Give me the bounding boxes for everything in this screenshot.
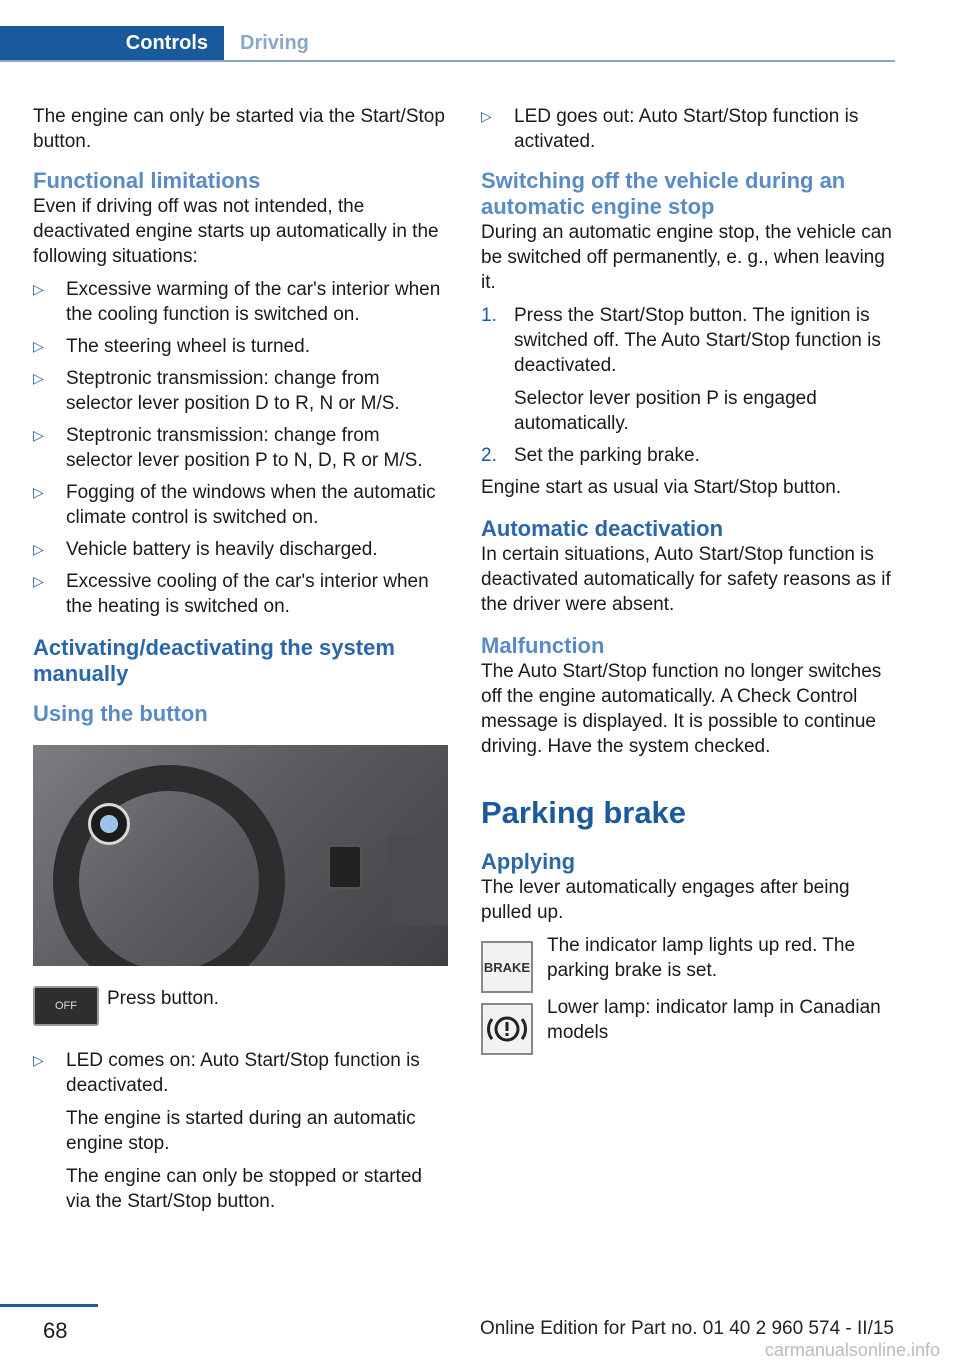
step-number: 2. (481, 445, 497, 466)
switching-off-text: During an automatic engine stop, the vehicle can be switched off permanently, e. g., when leaving it. (481, 222, 892, 293)
led-on-text: LED comes on: Auto Start/Stop function is deactivated. (66, 1050, 420, 1096)
led-off-list (481, 104, 901, 154)
start-stop-button-shape (328, 845, 362, 889)
auto-deactivation-heading: Automatic deactivation (481, 516, 724, 541)
engine-start-text: Engine start as usual via Start/Stop button. (481, 477, 842, 498)
step-text: Press the Start/Stop button. The ignition is switched off. The Auto Start/Stop function is deactivated. (514, 305, 881, 376)
functional-limitations-text: Even if driving off was not intended, the deactivated engine starts up automatically in the following situations: (33, 196, 439, 267)
list-item: ▷ LED goes out: Auto Start/Stop function is activated. (481, 104, 901, 154)
brake-lamp-label: BRAKE (483, 959, 531, 975)
applying-text: The lever automatically engages after being pulled up. (481, 877, 850, 923)
intro-text: The engine can only be started via the Start/Stop button. (33, 106, 445, 152)
parking-brake-heading: Parking brake (481, 795, 687, 830)
bmw-logo-icon (88, 803, 130, 845)
press-button-row (33, 986, 448, 1046)
malfunction-text: The Auto Start/Stop function no longer switches off the engine automatically. A Check Control message is displayed. It is possible to continue driving. Have the system checked. (481, 661, 882, 757)
footer-rule (0, 1304, 98, 1307)
brake-lamp-row (481, 933, 901, 989)
list-item: ▷ Excessive warming of the car's interior when the cooling function is switched on. (33, 277, 448, 327)
steering-wheel-shape (53, 765, 285, 966)
list-item: ▷ Excessive cooling of the car's interior when the heating is switched on. (33, 569, 448, 619)
list-item (481, 303, 901, 436)
canadian-lamp-text: Lower lamp: indicator lamp in Canadian models (547, 997, 881, 1043)
step-number: 1. (481, 305, 497, 326)
list-item: ▷ Steptronic transmission: change from selector lever position D to R, N or M/S. (33, 366, 448, 416)
using-button-heading: Using the button (33, 701, 208, 726)
tab-divider (0, 60, 895, 62)
list-item (481, 443, 901, 468)
left-column (33, 104, 448, 1221)
auto-deactivation-text: In certain situations, Auto Start/Stop function is deactivated automatically for safety reasons as if the driver were absent. (481, 544, 891, 615)
applying-heading: Applying (481, 849, 576, 874)
tab-driving: Driving (240, 32, 309, 54)
limitations-list (33, 277, 448, 619)
tab-controls: Controls (0, 26, 224, 60)
brake-lamp-text: The indicator lamp lights up red. The parking brake is set. (547, 935, 856, 981)
switching-off-heading: Switching off the vehicle during an automatic engine stop (481, 168, 846, 219)
activating-heading: Activating/deactivating the system manually (33, 635, 395, 686)
switch-off-steps (481, 303, 901, 468)
functional-limitations-heading: Functional limitations (33, 168, 261, 193)
list-item: ▷ The steering wheel is turned. (33, 334, 448, 359)
step-text: Set the parking brake. (514, 445, 700, 466)
center-console-shape (388, 835, 448, 925)
list-item: ▷ Steptronic transmission: change from selector lever position P to N, D, R or M/S. (33, 423, 448, 473)
brake-indicator-icon (481, 941, 533, 993)
steering-wheel-photo (33, 745, 448, 966)
list-item (33, 1048, 448, 1214)
malfunction-heading: Malfunction (481, 633, 605, 658)
led-on-sub2: The engine can only be stopped or started via the Start/Stop button. (66, 1166, 422, 1212)
right-column (481, 104, 901, 1051)
warning-circle-icon (483, 1005, 531, 1053)
led-on-list (33, 1048, 448, 1214)
parking-brake-warning-icon (481, 1003, 533, 1055)
list-item: ▷ Fogging of the windows when the automatic climate control is switched on. (33, 480, 448, 530)
press-button-text: Press button. (107, 988, 219, 1009)
list-item: ▷ Vehicle battery is heavily discharged. (33, 537, 448, 562)
auto-start-stop-off-icon (33, 986, 99, 1026)
watermark: carmanualsonline.info (764, 1340, 940, 1360)
led-on-sub1: The engine is started during an automatic engine stop. (66, 1108, 416, 1154)
canadian-lamp-row (481, 995, 901, 1051)
edition-text: Online Edition for Part no. 01 40 2 960 574 - II/15 (479, 1318, 894, 1339)
step-sub: Selector lever position P is engaged automatically. (514, 388, 817, 434)
off-icon-label: OFF (55, 1000, 77, 1012)
page-number: 68 (43, 1318, 68, 1343)
section-tabs (0, 26, 895, 62)
